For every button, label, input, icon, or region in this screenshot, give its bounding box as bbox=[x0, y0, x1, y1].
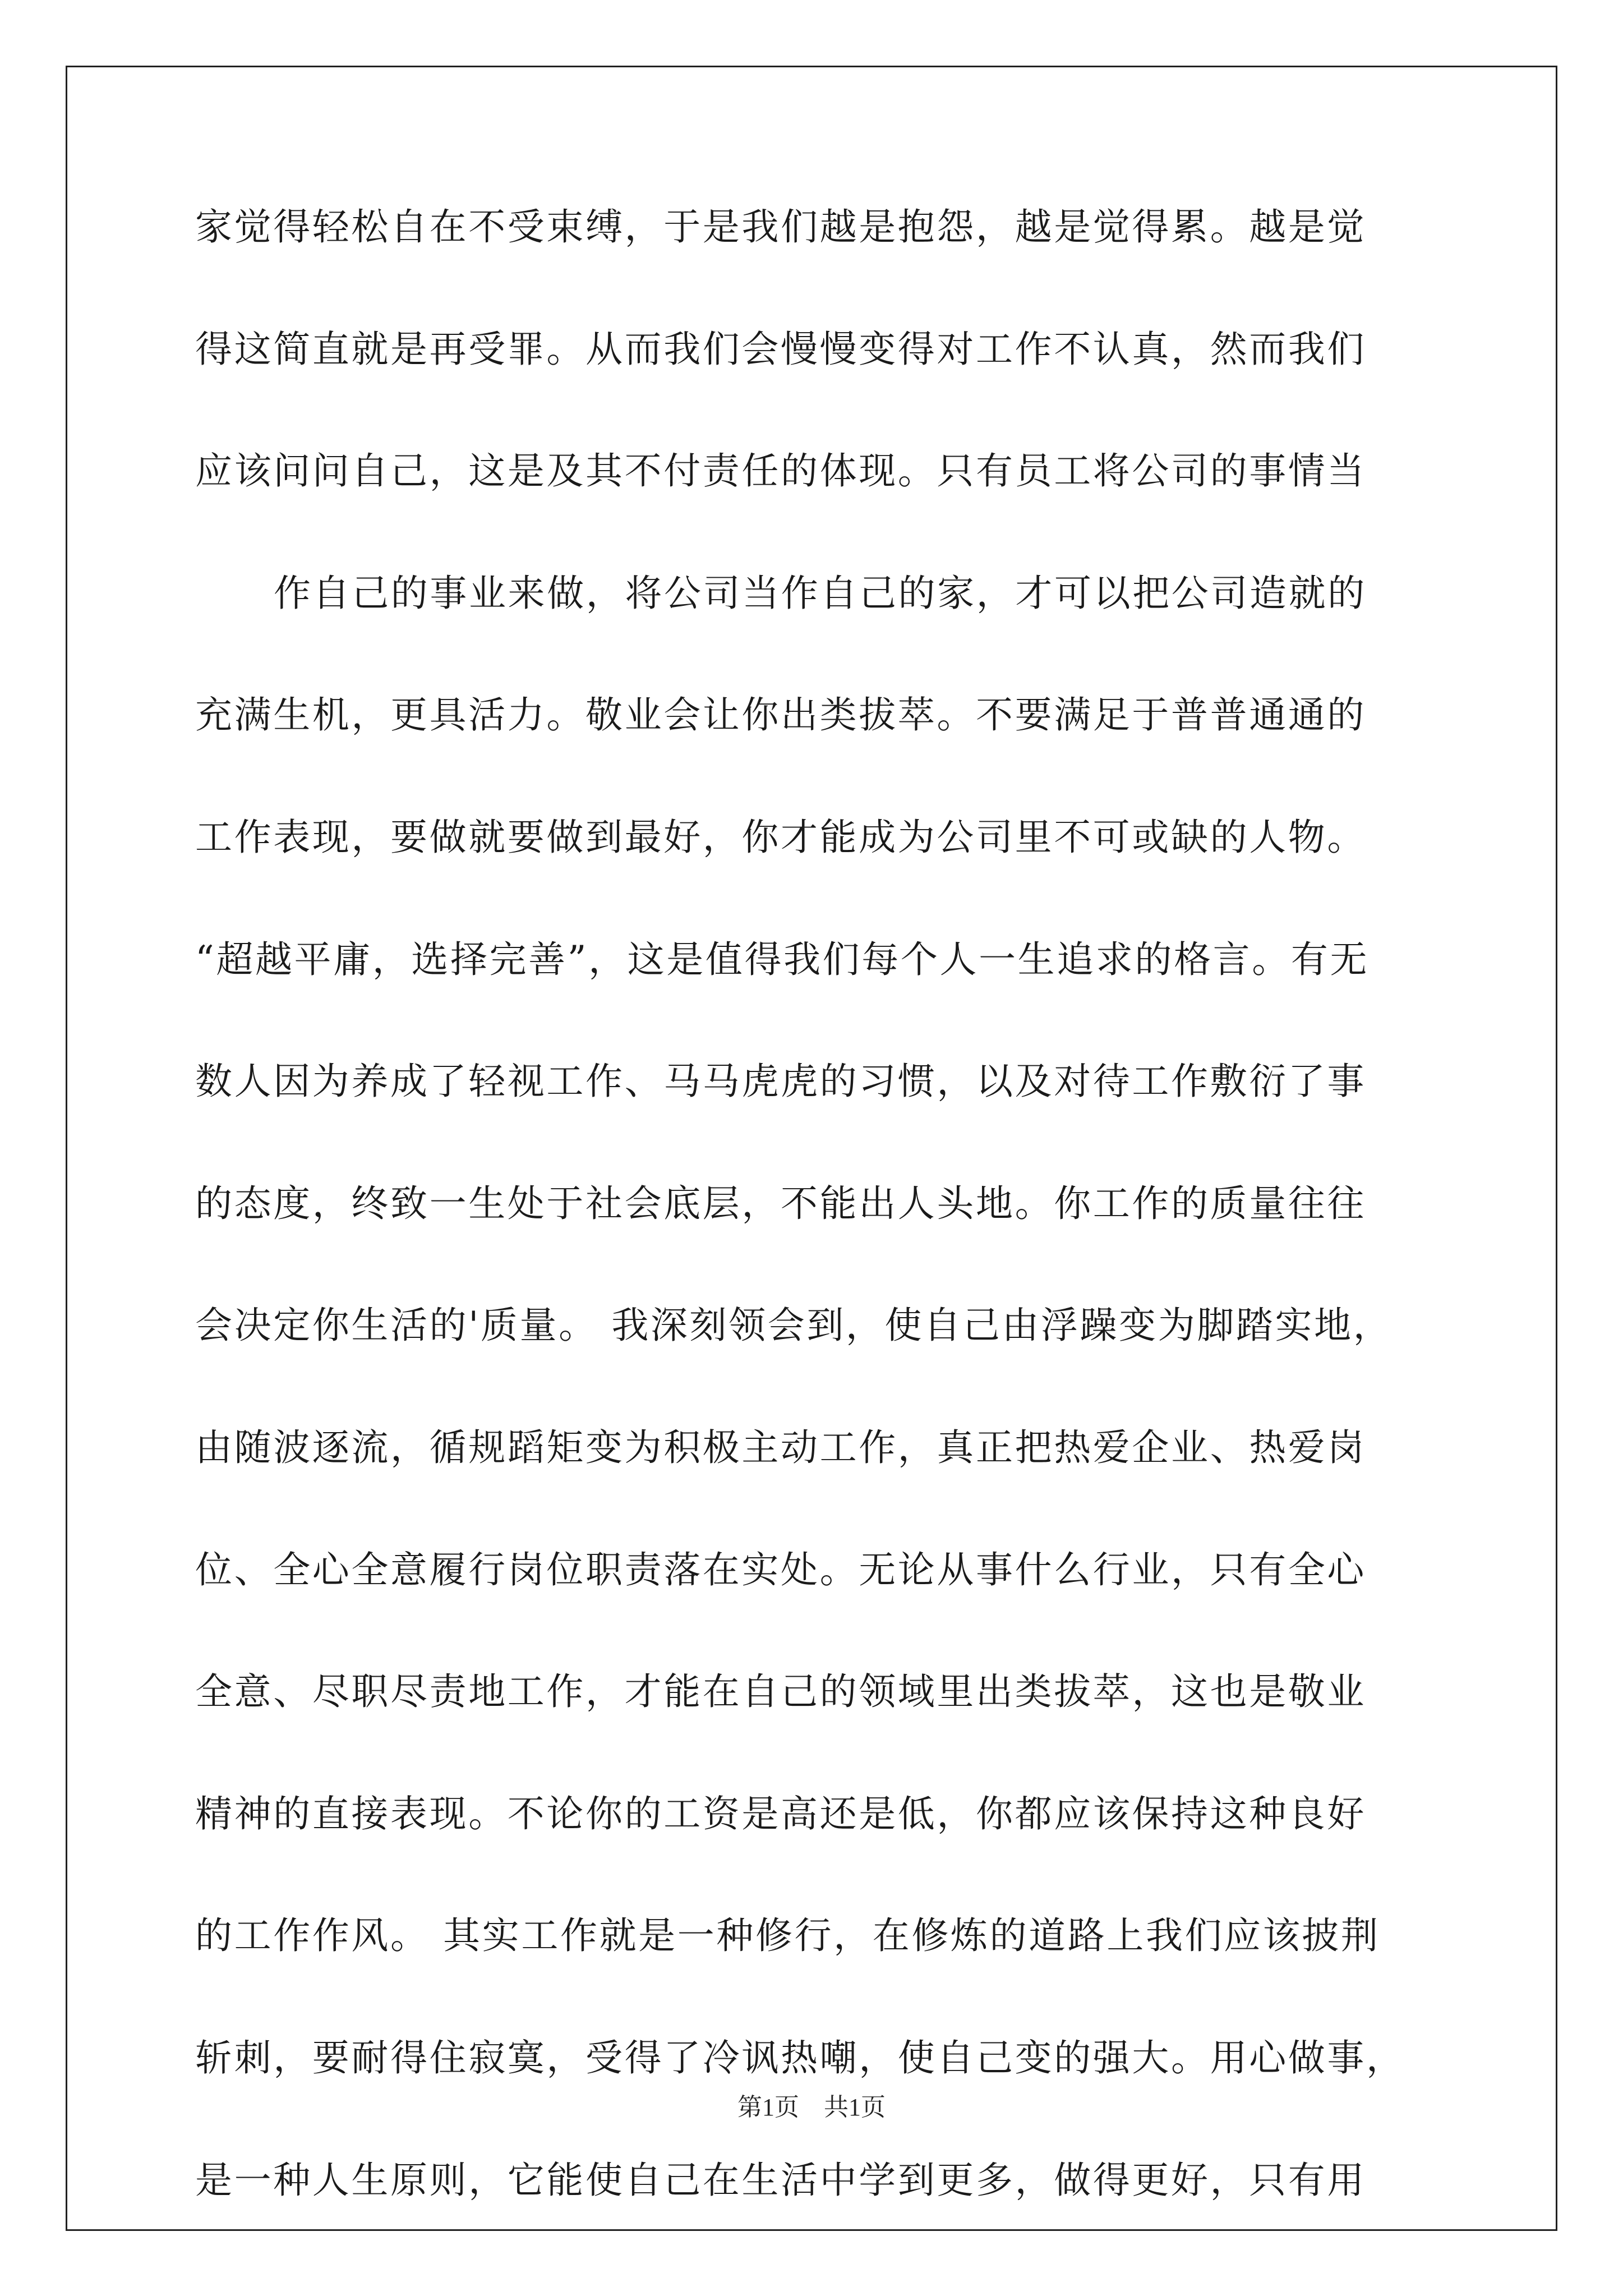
text-line: 位、全心全意履行岗位职责落在实处。无论从事什么行业，只有全心 bbox=[195, 1548, 1366, 1591]
page-footer: 第1页 共1页 bbox=[737, 2093, 886, 2121]
text-line: 家觉得轻松自在不受束缚，于是我们越是抱怨，越是觉得累。越是觉 bbox=[195, 205, 1366, 249]
text-line: 的态度，终致一生处于社会底层，不能出人头地。你工作的质量往往 bbox=[195, 1181, 1366, 1225]
text-line: 精神的直接表现。不论你的工资是高还是低，你都应该保持这种良好 bbox=[195, 1792, 1366, 1835]
text-line: 斩刺，要耐得住寂寞，受得了冷讽热嘲，使自己变的强大。用心做事， bbox=[195, 2036, 1405, 2079]
text-line: 会决定你生活的'质量。 我深刻领会到，使自己由浮躁变为脚踏实地， bbox=[195, 1304, 1393, 1347]
text-line: 是一种人生原则，它能使自己在生活中学到更多，做得更好，只有用 bbox=[195, 2158, 1366, 2202]
text-line: 得这简直就是再受罪。从而我们会慢慢变得对工作不认真，然而我们 bbox=[195, 327, 1366, 371]
text-line-indented: 作自己的事业来做，将公司当作自己的家，才可以把公司造就的 bbox=[274, 571, 1367, 615]
text-line: 工作表现，要做就要做到最好，你才能成为公司里不可或缺的人物。 bbox=[195, 815, 1366, 859]
text-line: “超越平庸，选择完善”，这是值得我们每个人一生追求的格言。有无 bbox=[195, 937, 1370, 981]
text-line: 全意、尽职尽责地工作，才能在自己的领域里出类拔萃，这也是敬业 bbox=[195, 1670, 1366, 1714]
document-body bbox=[195, 197, 1429, 2272]
text-line: 充满生机，更具活力。敬业会让你出类拔萃。不要满足于普普通通的 bbox=[195, 693, 1366, 737]
text-line: 数人因为养成了轻视工作、马马虎虎的习惯，以及对待工作敷衍了事 bbox=[195, 1060, 1366, 1103]
text-line: 应该问问自己，这是及其不付责任的体现。只有员工将公司的事情当 bbox=[195, 449, 1366, 493]
text-line: 的工作作风。 其实工作就是一种修行，在修炼的道路上我们应该披荆 bbox=[195, 1914, 1380, 1958]
text-line: 由随波逐流，循规蹈矩变为积极主动工作，真正把热爱企业、热爱岗 bbox=[195, 1425, 1366, 1469]
